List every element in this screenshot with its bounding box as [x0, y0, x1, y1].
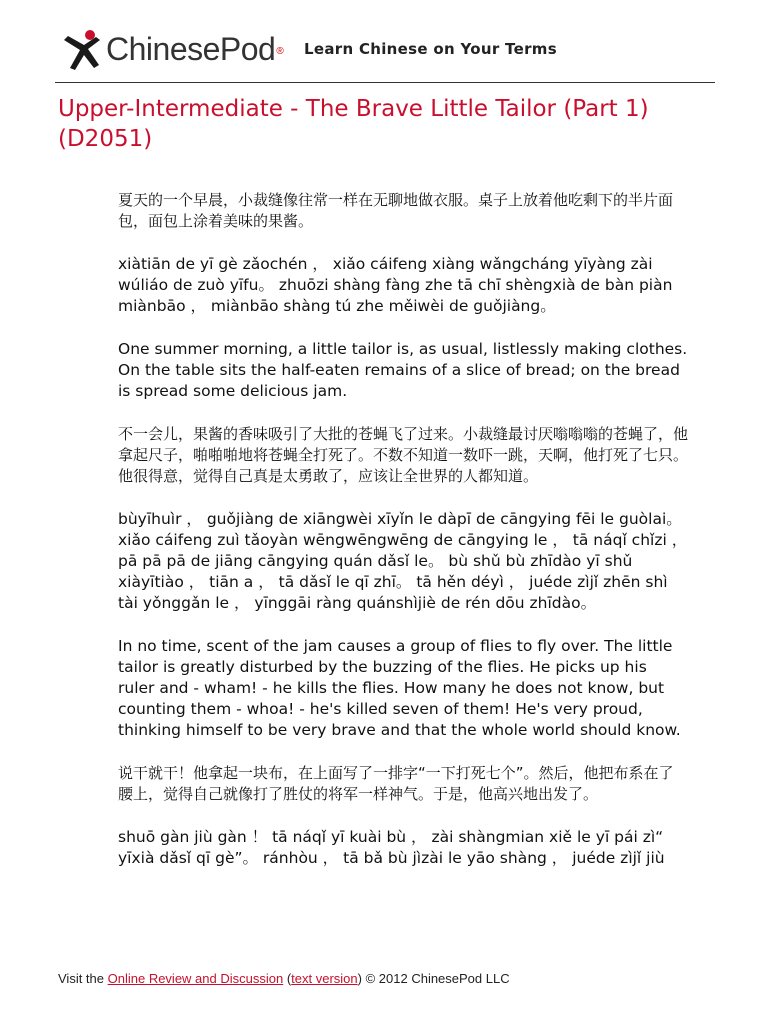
- logo-person-icon: [60, 28, 104, 72]
- footer-prefix: Visit the: [58, 971, 108, 986]
- tagline: Learn Chinese on Your Terms: [304, 40, 557, 58]
- footer-copyright: ) © 2012 ChinesePod LLC: [357, 971, 510, 986]
- paragraph-pinyin: shuō gàn jiù gàn ！ tā náqǐ yī kuài bù ， zài shàngmian xiě le yī pái zì“ yīxià dǎsǐ qī gè”。 ránhòu ， tā bǎ bù jìzài le yāo shàng ， juéde zìjǐ jiù: [118, 828, 665, 867]
- page-title: Upper-Intermediate - The Brave Little Tailor (Part 1)(D2051): [58, 96, 649, 152]
- lesson-content: [118, 190, 688, 891]
- paragraph-pinyin: xiàtiān de yī gè zǎochén ， xiǎo cáifeng xiàng wǎngcháng yīyàng zài wúliáo de zuò yīfu。 zhuōzi shàng fàng zhe tā chī shèngxià de bàn piàn miànbāo ， miànbāo shàng tú zhe měiwèi de guǒjiàng。: [118, 255, 673, 315]
- logo-text: ChinesePod®: [106, 31, 284, 67]
- paragraph-english: In no time, scent of the jam causes a group of flies to fly over. The little tailor is greatly disturbed by the buzzing of the flies. He picks up his ruler and - wham! - he kills the flies. How many he does not know, but counting them - whoa! - he's killed seven of them! He's very proud, thinking himself to be very brave and that the whole world should know.: [118, 637, 681, 739]
- registered-mark: ®: [276, 46, 284, 58]
- footer: [58, 971, 510, 986]
- online-review-link[interactable]: Online Review and Discussion: [107, 971, 284, 986]
- paragraph-chinese: 不一会儿，果酱的香味吸引了大批的苍蝇飞了过来。小裁缝最讨厌嗡嗡嗡的苍蝇了，他拿起尺子，啪啪啪地将苍蝇全打死了。不数不知道一数吓一跳，天啊，他打死了七只。他很得意，觉得自己真是太勇敢了，应该让全世界的人都知道。: [118, 425, 689, 485]
- paragraph-english: One summer morning, a little tailor is, as usual, listlessly making clothes. On the table sits the half-eaten remains of a slice of bread; on the bread is spread some delicious jam.: [118, 340, 688, 400]
- footer-paren-open: (: [283, 971, 292, 986]
- text-version-link[interactable]: text version: [291, 971, 358, 986]
- paragraph-chinese: 夏天的一个早晨，小裁缝像往常一样在无聊地做衣服。桌子上放着他吃剩下的半片面包，面包上涂着美味的果酱。: [118, 191, 674, 230]
- paragraph-chinese: 说干就干！他拿起一块布，在上面写了一排字“一下打死七个”。然后，他把布系在了腰上，觉得自己就像打了胜仗的将军一样神气。于是，他高兴地出发了。: [118, 764, 674, 803]
- paragraph-pinyin: bùyīhuìr ， guǒjiàng de xiāngwèi xīyǐn le dàpī de cāngying fēi le guòlai。 xiǎo cáifeng zuì tǎoyàn wēngwēngwēng de cāngying le ， tā náqǐ chǐzi ， pā pā pā de jiāng cāngying quán dǎsǐ le。 bù shǔ bù zhīdào yī shǔ xiàyītiào ， tiān a ， tā dǎsǐ le qī zhī。 tā hěn déyì ， juéde zìjǐ zhēn shì tài yǒnggǎn le ， yīnggāi ràng quánshìjiè de rén dōu zhīdào。: [118, 510, 688, 612]
- header-divider: [55, 82, 715, 83]
- header: [60, 24, 720, 84]
